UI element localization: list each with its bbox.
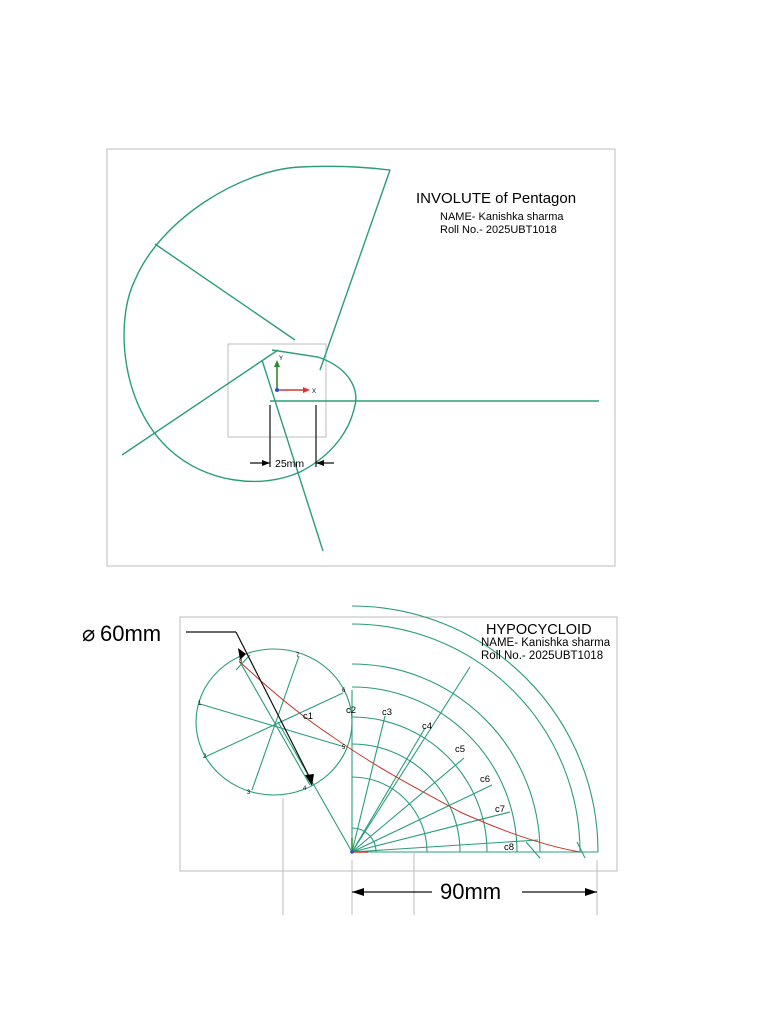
hypocycloid-roll: Roll No.- 2025UBT1018	[481, 650, 604, 662]
point-1: 1	[198, 701, 202, 707]
axis-y-label: Y	[279, 356, 284, 362]
hypocycloid-panel	[82, 606, 617, 915]
label-c8: c8	[504, 842, 515, 853]
dimension-90mm: 90mm	[440, 879, 502, 904]
hypocycloid-curve	[240, 662, 580, 852]
label-c6: c6	[480, 774, 491, 785]
diameter-60mm: 60mm	[100, 621, 162, 646]
point-8: 8	[239, 659, 243, 665]
tick-3	[577, 842, 585, 858]
label-c1: c1	[303, 711, 314, 722]
point-3: 3	[247, 790, 251, 796]
point-2: 2	[203, 754, 207, 760]
label-c4: c4	[422, 721, 433, 732]
tick-2	[526, 842, 540, 858]
tangent-line-1	[320, 170, 390, 370]
hypocycloid-title: HYPOCYCLOID	[486, 622, 592, 638]
tangent-line-3	[122, 350, 278, 455]
label-c7: c7	[495, 804, 506, 815]
radial-c3	[352, 716, 385, 852]
point-5: 5	[342, 745, 346, 751]
label-c2: c2	[346, 705, 357, 716]
label-c3: c3	[382, 707, 393, 718]
dim90-arrow-left	[352, 888, 364, 896]
hypo-origin	[350, 850, 354, 854]
involute-curve	[124, 166, 390, 481]
involute-title: INVOLUTE of Pentagon	[416, 190, 577, 207]
spoke-7-3	[252, 656, 299, 790]
tangent-line-2	[155, 244, 295, 340]
spoke-6-2	[205, 693, 343, 757]
leader-diagonal	[236, 632, 312, 782]
involute-name: NAME- Kanishka sharma	[440, 211, 564, 223]
outer-arc-4	[352, 687, 517, 852]
label-c5: c5	[455, 744, 466, 755]
diameter-symbol: ⌀	[82, 621, 96, 646]
involute-panel	[107, 149, 615, 566]
x-axis-head	[303, 387, 310, 393]
axis-x-label: X	[312, 389, 317, 395]
radial-c4	[352, 728, 425, 852]
dim-arrow-left	[262, 460, 270, 466]
radial-c1	[278, 722, 352, 852]
hypocycloid-name: NAME- Kanishka sharma	[481, 637, 611, 649]
outer-arc-3	[352, 664, 540, 852]
point-4: 4	[303, 786, 307, 792]
point-6: 6	[342, 688, 346, 694]
origin-dot	[275, 388, 279, 392]
involute-roll: Roll No.- 2025UBT1018	[440, 224, 557, 236]
spoke-5-1	[200, 704, 345, 747]
dimension-25mm: 25mm	[275, 458, 305, 470]
point-7: 7	[296, 653, 300, 659]
dim90-arrow-right	[585, 888, 597, 896]
